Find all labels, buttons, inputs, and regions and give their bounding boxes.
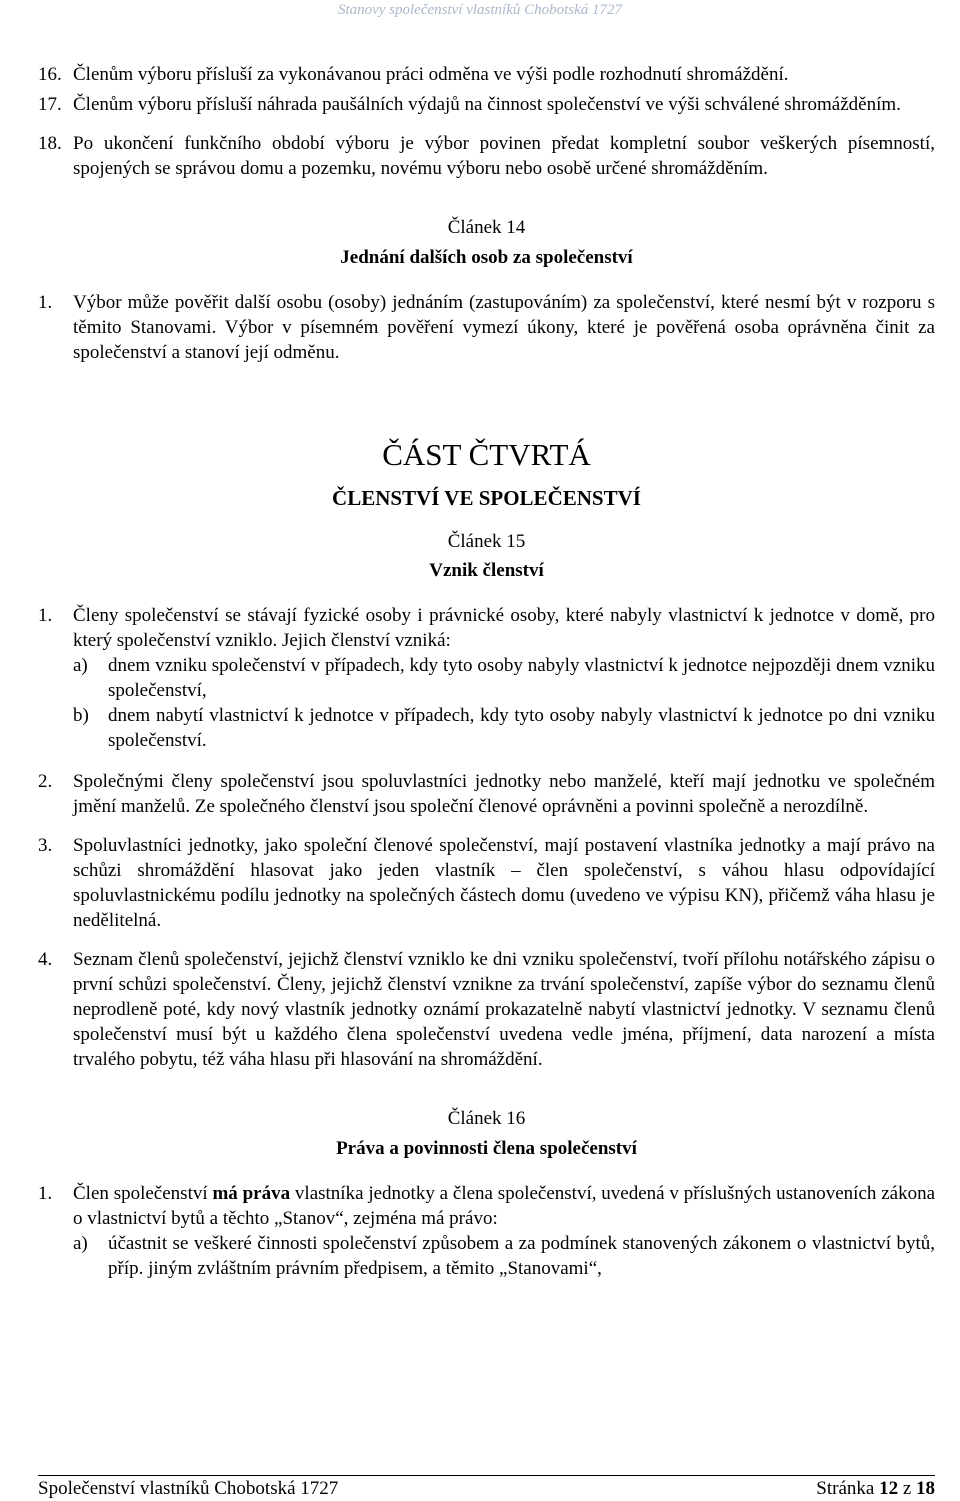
article-16-paragraph-1: [38, 1181, 935, 1231]
sub-item-a: [38, 1231, 935, 1281]
article-16-title: Práva a povinnosti člena společenství: [336, 1138, 637, 1159]
page-footer: [38, 1475, 935, 1499]
paragraph-number: 18.: [38, 133, 62, 154]
paragraph-text: Po ukončení funkčního období výboru je výbor povinen předat kompletní soubor veškerých písemností, spojených se správou domu a pozemku, novému výboru nebo osobě určené shromážděním.: [73, 133, 935, 179]
paragraph-16: [38, 62, 935, 87]
paragraph-text: Členům výboru přísluší náhrada paušálních výdajů na činnost společenství ve výši schválené shromážděním.: [73, 94, 901, 115]
sub-item-text: dnem nabytí vlastnictví k jednotce v případech, kdy tyto osoby nabyly vlastnictví k jednotce po dni vzniku společenství.: [108, 705, 935, 751]
article-15-paragraph-3: [38, 833, 935, 933]
article-15-heading: Článek 15: [447, 531, 526, 552]
paragraph-text-start: Člen společenství: [73, 1183, 213, 1204]
paragraph-text: Členy společenství se stávají fyzické osoby i právnické osoby, které nabyly vlastnictví k jednotce v domě, pro který společenství vzniklo. Jejich členství vzniká:: [73, 605, 935, 651]
article-15-paragraph-4: [38, 947, 935, 1072]
article-14-paragraph-1: [38, 290, 935, 365]
paragraph-text: Výbor může pověřit další osobu (osoby) jednáním (zastupováním) za společenství, které nesmí být v rozporu s těmito Stanovami. Výbor v písemném pověření vymezí úkony, které je pověřená osoba oprávněna činit za společenství a stanoví její odměnu.: [73, 292, 935, 363]
paragraph-number: 4.: [38, 949, 53, 970]
article-16-heading: Článek 16: [447, 1108, 526, 1129]
page-of: z: [902, 1478, 912, 1499]
paragraph-number: 1.: [38, 1183, 53, 1204]
paragraph-text: Společnými členy společenství jsou spoluvlastníci jednotky nebo manželé, kteří mají jednotku ve společném jmění manželů. Ze společného členství jsou společní členové oprávněni a povinni společně a nerozdílně.: [73, 771, 935, 817]
paragraph-text: Spoluvlastníci jednotky, jako společní členové společenství, mají postavení vlastníka jednotky a mají právo na schůzi shromáždění hlasovat jako jeden vlastník – člen společenství, s váhou hlasu odpovídající spoluvlastnickému podílu jednotky na společných částech domu (uvedeno ve výpisu KN), přičemž váha hlasu je nedělitelná.: [73, 835, 935, 931]
sub-item-letter: b): [73, 705, 89, 726]
paragraph-17: [38, 92, 935, 117]
paragraph-text-end: vlastníka jednotky a člena společenství, uvedená v příslušných ustanoveních zákona o vlastnictví bytů a těchto „Stanov“, zejména má právo:: [73, 1183, 936, 1229]
article-14-heading: Článek 14: [447, 217, 526, 238]
part-title: ČÁST ČTVRTÁ: [382, 437, 591, 472]
paragraph-text-bold: má práva: [212, 1183, 291, 1204]
paragraph-number: 1.: [38, 292, 53, 313]
paragraph-number: 17.: [38, 94, 62, 115]
article-14-title: Jednání dalších osob za společenství: [340, 247, 633, 268]
footer-page-number: [816, 1477, 935, 1501]
running-header: Stanovy společenství vlastníků Chobotská 1727: [337, 2, 623, 18]
page-content: [38, 62, 935, 1281]
sub-item-a: [38, 653, 935, 703]
article-15-title: Vznik členství: [429, 560, 544, 581]
paragraph-number: 16.: [38, 64, 62, 85]
sub-item-letter: a): [73, 1233, 88, 1254]
sub-item-b: [38, 703, 935, 753]
paragraph-number: 2.: [38, 771, 53, 792]
paragraph-18: [38, 131, 935, 181]
paragraph-number: 3.: [38, 835, 53, 856]
page-total: 18: [916, 1478, 935, 1499]
page-label: Stránka: [816, 1478, 875, 1499]
sub-item-text: dnem vzniku společenství v případech, kdy tyto osoby nabyly vlastnictví k jednotce nejpozději dnem vzniku společenství,: [108, 655, 935, 701]
paragraph-text: Seznam členů společenství, jejichž členství vzniklo ke dni vzniku společenství, tvoří přílohu notářského zápisu o první schůzi společenství. Členy, jejichž členství vznikne za trvání společenství, zapíše výbor do seznamu členů neprodleně poté, kdy nový vlastník jednotky oznámí prokazatelně nabytí vlastnictví jednotky. V seznamu členů společenství musí být u každého člena společenství uvedena vedle jména, příjmení, data narození a místa trvalého pobytu, též váha hlasu při hlasování na shromáždění.: [73, 949, 935, 1070]
article-15-paragraph-2: [38, 769, 935, 819]
sub-item-text: účastnit se veškeré činnosti společenství způsobem a za podmínek stanovených zákonem o vlastnictví bytů, příp. jiným zvláštním právním předpisem, a těmito „Stanovami“,: [108, 1233, 935, 1279]
article-15-paragraph-1: [38, 603, 935, 653]
page-current: 12: [879, 1478, 899, 1499]
part-subtitle: ČLENSTVÍ VE SPOLEČENSTVÍ: [332, 486, 641, 510]
sub-item-letter: a): [73, 655, 88, 676]
footer-organization: Společenství vlastníků Chobotská 1727: [38, 1478, 339, 1499]
paragraph-number: 1.: [38, 605, 53, 626]
paragraph-text: Členům výboru přísluší za vykonávanou práci odměna ve výši podle rozhodnutí shromáždění.: [73, 64, 789, 85]
